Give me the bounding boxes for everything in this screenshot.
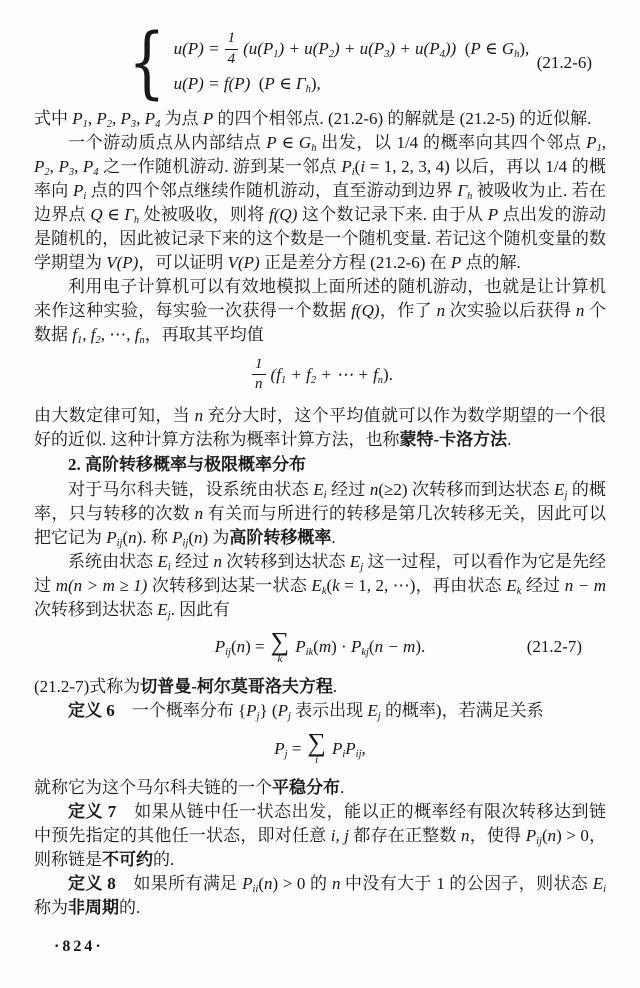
- equation-line-1-rhs: $(u(P_1) + u(P_2) + u(P_3) + u(P_4))$ (P ∈ $G_h$),: [243, 39, 530, 60]
- paragraph-stationary-distribution: 就称它为这个马尔科夫链的一个平稳分布.: [34, 778, 345, 798]
- page-footer: [54, 934, 606, 959]
- paragraph-chapman-kolmogorov: (21.2-7)式称为切普曼-柯尔莫哥洛夫方程.: [34, 676, 338, 696]
- equation-system-21-2-6: [122, 18, 606, 108]
- fraction-denominator: n: [255, 376, 263, 393]
- equation-line-2-body: u(P) = f(P) (P ∈ $\Gamma_h$),: [173, 73, 321, 95]
- equation-line-1-lhs: u(P) =: [173, 39, 220, 58]
- fraction-one-over-n: [252, 356, 266, 394]
- paragraph-definition-6: 定义 6 一个概率分布 $\{P_j\}$ ($P_j$ 表示出现 $E_j$ 的概率)，若满足关系: [68, 700, 544, 722]
- equation-line-2: [174, 72, 530, 96]
- paragraph-definition-8: 定义 8 如果所有满足 $P_{ii}(n) > 0$ 的 n 中没有大于 1 的公因子，则状态 $E_i$ 称为非周期的.: [34, 874, 607, 918]
- paragraph-computer-simulation: 利用电子计算机可以有效地模拟上面所述的随机游动，也就是让计算机来作这种实验，每实验一次获得一个数据 f(Q)，作了 n 次实验以后获得 n 个数据 $f_1$, $f_2$, ⋯, $f_n$，再取其平均值: [34, 277, 607, 346]
- formula-average-body: ($f_1 + f_2$ + ⋯ + $f_n$).: [270, 364, 393, 386]
- formula-average: [34, 356, 606, 394]
- page-number: ·824·: [54, 938, 104, 956]
- equation-number-21-2-6: (21.2-6): [536, 53, 592, 72]
- sigma-index: i: [315, 754, 319, 767]
- equation-rows: [174, 30, 530, 96]
- summation-symbol: [270, 626, 290, 665]
- formula-21-2-7-lhs: $P_{ij}(n)$ =: [214, 637, 265, 659]
- sigma-icon: ∑: [307, 727, 326, 757]
- equation-line-1: [174, 30, 530, 68]
- sigma-icon: ∑: [270, 626, 290, 656]
- formula-stationary-lhs: $P_j$ =: [274, 738, 302, 760]
- sigma-index: k: [277, 652, 283, 665]
- equation-number-21-2-7: (21.2-7): [526, 637, 582, 657]
- paragraph-higher-order-intro: 对于马尔科夫链，设系统由状态 $E_i$ 经过 n(≥2) 次转移而到达状态 $E_j$ 的概率，只与转移的次数 n 有关而与所进行的转移是第几次转移无关，因此可以把它记为 $P_{ij}(n)$. 称 $P_{ij}(n)$ 为高阶转移概率.: [34, 479, 607, 549]
- section-heading-2: 2. 高阶转移概率与极限概率分布: [68, 454, 306, 474]
- fraction-numerator: 1: [252, 356, 266, 375]
- formula-21-2-7-rhs: $P_{ik}(m) \cdot P_{kj}(n - m)$.: [295, 637, 426, 659]
- formula-stationary-distribution: [34, 727, 606, 767]
- formula-stationary-rhs: $P_iP_{ij}$,: [331, 738, 366, 760]
- fraction-one-quarter: [225, 30, 239, 68]
- summation-symbol: [307, 727, 326, 767]
- formula-21-2-7: [34, 626, 606, 665]
- paragraph-random-walk: 一个游动质点从内部结点 P ∈ $G_h$ 出发，以 1/4 的概率向其四个邻点 $P_1$, $P_2$, $P_3$, $P_4$ 之一作随机游动. 游到某一邻点 $P_i(i = 1$, 2, 3, 4) 以后，再以 1/4 的概率向 $P_i$ 点的四个邻点继续作随机游动，直至游动到边界 $\Gamma_h$ 被吸收为止. 若在边界点 Q ∈ $\Gamma_h$ 处被吸收，则将 f(Q) 这个数记录下来. 由于从 P 点出发的游动是随机的，因此被记录下来的这个数是一个随机变量. 若记这个随机变量的数学期望为 V(P)，可以证明 V(P) 正是差分方程 (21.2-6) 在 P 点的解.: [34, 133, 607, 272]
- left-brace: {: [128, 18, 166, 108]
- fraction-denominator: 4: [227, 50, 236, 67]
- paragraph-eq-explanation: 式中 $P_1$, $P_2$, $P_3$, $P_4$ 为点 P 的四个相邻点. (21.2-6) 的解就是 (21.2-5) 的近似解.: [34, 109, 592, 130]
- paragraph-definition-7: 定义 7 如果从链中任一状态出发，能以正的概率经有限次转移达到链中预先指定的其他任一状态，即对任意 i, j 都存在正整数 n，使得 $P_{ij}(n) > 0$，则称链是不可约的.: [34, 802, 607, 870]
- paragraph-law-of-large-numbers: 由大数定律可知，当 n 充分大时，这个平均值就可以作为数学期望的一个很好的近似. 这种计算方法称为概率计算方法，也称蒙特-卡洛方法.: [34, 405, 607, 449]
- fraction-numerator: 1: [225, 30, 239, 49]
- paragraph-transition-decomposition: 系统由状态 $E_i$ 经过 n 次转移到达状态 $E_j$ 这一过程，可以看作为它是先经过 m(n > m ≥ 1) 次转移到达某一状态 $E_k(k = 1$, 2, ⋯)，再由状态 $E_k$ 经过 n − m 次转移到达状态 $E_j$. 因此有: [34, 551, 607, 621]
